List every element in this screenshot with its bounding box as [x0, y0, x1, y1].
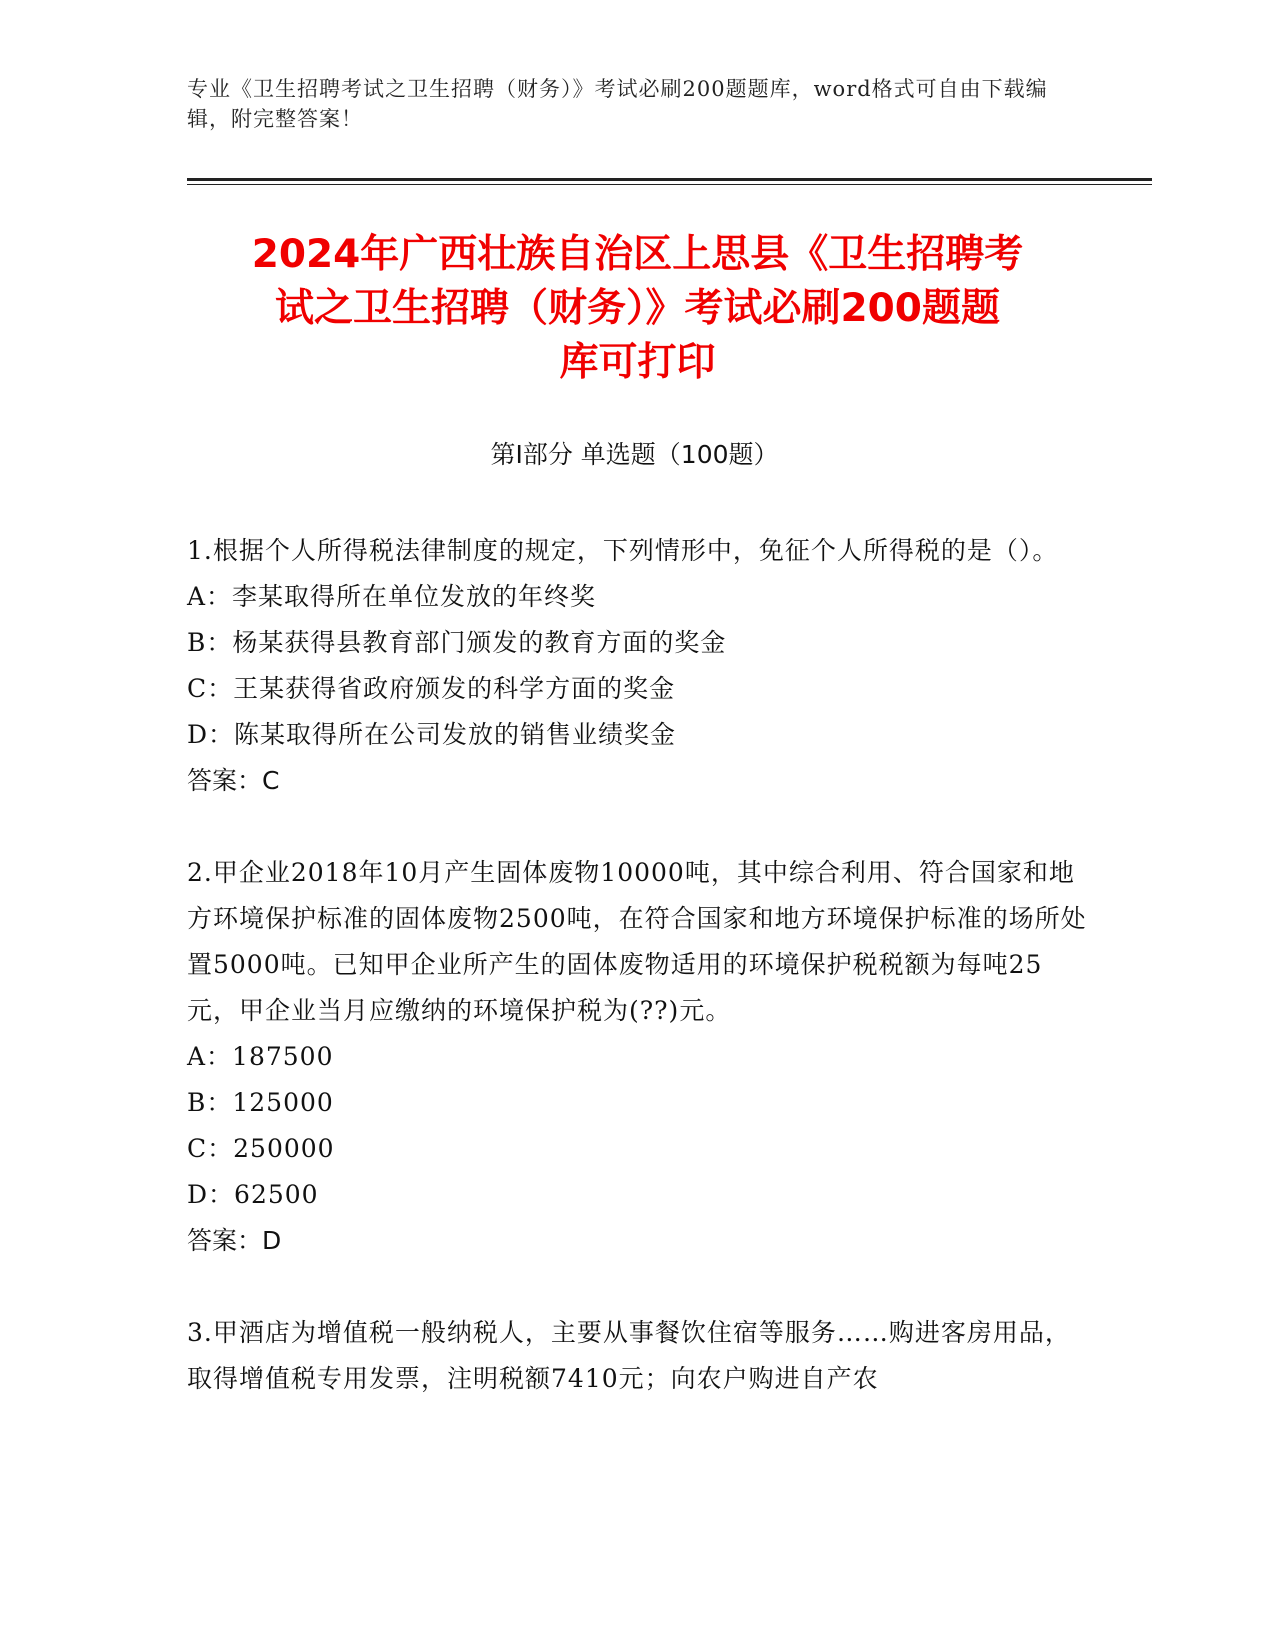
option-c: C：250000 — [187, 1134, 335, 1163]
header-divider-thick — [187, 178, 1152, 181]
header-note: 专业《卫生招聘考试之卫生招聘（财务）》考试必刷200题题库，word格式可自由下载编辑，附完整答案！ — [187, 77, 1048, 131]
option-d: D：陈某取得所在公司发放的销售业绩奖金 — [187, 720, 677, 749]
option-d: D：62500 — [187, 1180, 319, 1209]
question-list — [187, 528, 1087, 1448]
option-b: B：杨某获得县教育部门颁发的教育方面的奖金 — [187, 628, 727, 657]
document-title-line-3: 库可打印 — [559, 340, 716, 385]
option-b: B：125000 — [187, 1088, 334, 1117]
answer: 答案：C — [187, 766, 280, 795]
document-title — [170, 228, 1105, 390]
question-1 — [187, 528, 1087, 804]
header-divider-thin — [187, 184, 1152, 185]
option-a: A：李某取得所在单位发放的年终奖 — [187, 582, 597, 611]
option-c: C：王某获得省政府颁发的科学方面的奖金 — [187, 674, 676, 703]
section-title: 第Ⅰ部分 单选题（100题） — [490, 440, 779, 469]
question-stem: 3.甲酒店为增值税一般纳税人，主要从事餐饮住宿等服务……购进客房用品，取得增值税专用发票，注明税额7410元；向农户购进自产农 — [187, 1318, 1071, 1393]
document-title-line-1: 2024年广西壮族自治区上思县《卫生招聘考 — [251, 232, 1024, 277]
question-2 — [187, 850, 1087, 1264]
answer: 答案：D — [187, 1226, 282, 1255]
question-stem: 1.根据个人所得税法律制度的规定，下列情形中，免征个人所得税的是（）。 — [187, 536, 1059, 565]
option-a: A：187500 — [187, 1042, 334, 1071]
question-3 — [187, 1310, 1087, 1402]
document-title-line-2: 试之卫生招聘（财务）》考试必刷200题题 — [275, 286, 1000, 331]
question-stem: 2.甲企业2018年10月产生固体废物10000吨，其中综合利用、符合国家和地方环境保护标准的固体废物2500吨，在符合国家和地方环境保护标准的场所处置5000吨。已知甲企业所产生的固体废物适用的环境保护税税额为每吨25元，甲企业当月应缴纳的环境保护税为(??)元。 — [187, 858, 1087, 1025]
